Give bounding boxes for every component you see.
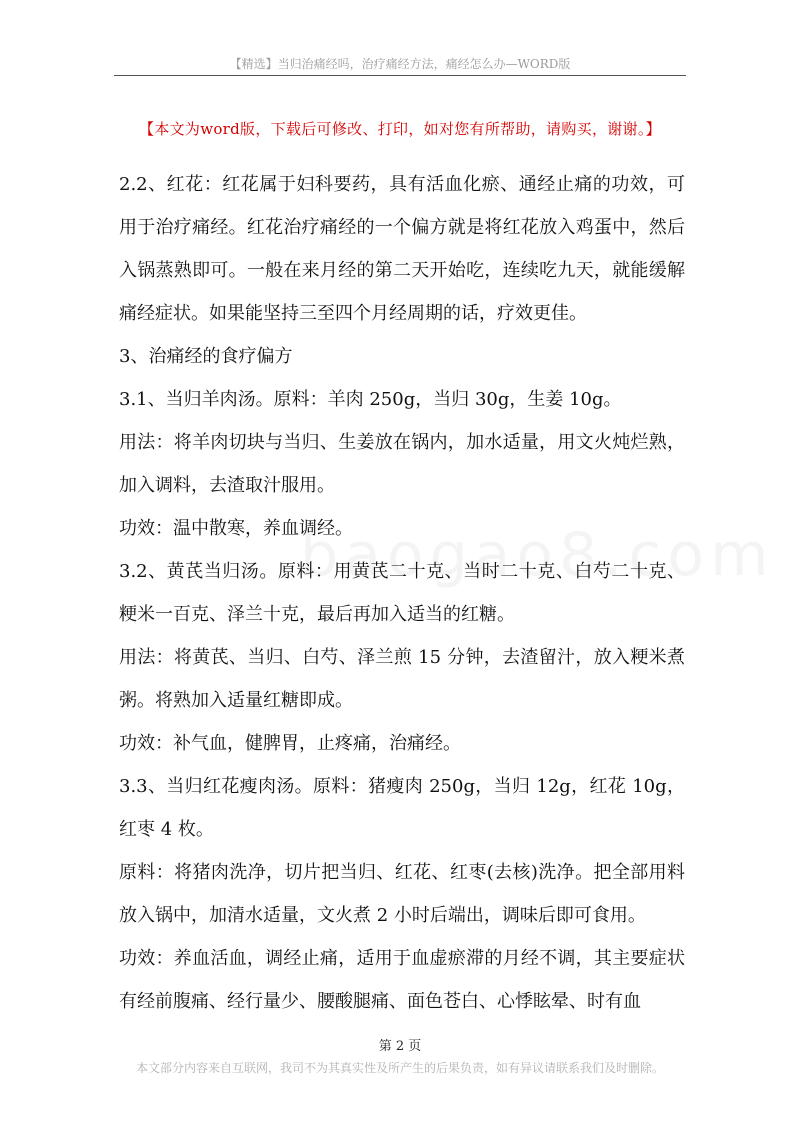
recipe-3-2-effect: 功效：补气血，健脾胃，止疼痛，治痛经。 [119, 733, 461, 754]
purchase-notice: 【本文为word版，下载后可修改、打印，如对您有所帮助，请购买，谢谢。】 [139, 120, 661, 138]
page-number: 第 2 页 [378, 1039, 422, 1054]
header-divider [114, 75, 686, 76]
document-body [119, 163, 685, 1023]
recipe-3-2-usage: 用法：将黄芪、当归、白芍、泽兰煎 15 分钟，去渣留汁，放入粳米煮粥。将熟加入适量红糖即成。 [119, 647, 685, 711]
recipe-3-1-effect: 功效：温中散寒，养血调经。 [119, 518, 353, 539]
section-heading-3: 3、治痛经的食疗偏方 [119, 346, 293, 367]
recipe-3-3-method: 原料：将猪肉洗净，切片把当归、红花、红枣(去核)洗净。把全部用料放入锅中，加清水适量，文火煮 2 小时后端出，调味后即可食用。 [119, 862, 685, 926]
paragraph-2-2-honghua: 2.2、红花：红花属于妇科要药，具有活血化瘀、通经止痛的功效，可用于治疗痛经。红花治疗痛经的一个偏方就是将红花放入鸡蛋中，然后入锅蒸熟即可。一般在来月经的第二天开始吃，连续吃九天，就能缓解痛经症状。如果能坚持三至四个月经周期的话，疗效更佳。 [119, 174, 685, 324]
recipe-3-3-title: 3.3、当归红花瘦肉汤。原料：猪瘦肉 250g，当归 12g，红花 10g，红枣 4 枚。 [119, 776, 685, 840]
recipe-3-1-usage: 用法：将羊肉切块与当归、生姜放在锅内，加水适量，用文火炖烂熟，加入调料，去渣取汁服用。 [119, 432, 685, 496]
recipe-3-3-effect: 功效：养血活血，调经止痛，适用于血虚瘀滞的月经不调，其主要症状有经前腹痛、经行量少、腰酸腿痛、面色苍白、心悸眩晕、时有血 [119, 948, 685, 1012]
footer-disclaimer: 本文部分内容来自互联网，我司不为其真实性及所产生的后果负责，如有异议请联系我们及时删除。 [135, 1061, 664, 1075]
page-header-title: 【精选】当归治痛经吗，治疗痛经方法，痛经怎么办—WORD版 [229, 57, 571, 71]
recipe-3-1-title: 3.1、当归羊肉汤。原料：羊肉 250g，当归 30g，生姜 10g。 [119, 389, 622, 410]
recipe-3-2-title: 3.2、黄芪当归汤。原料：用黄芪二十克、当时二十克、白芍二十克、粳米一百克、泽兰十克，最后再加入适当的红糖。 [119, 561, 685, 625]
